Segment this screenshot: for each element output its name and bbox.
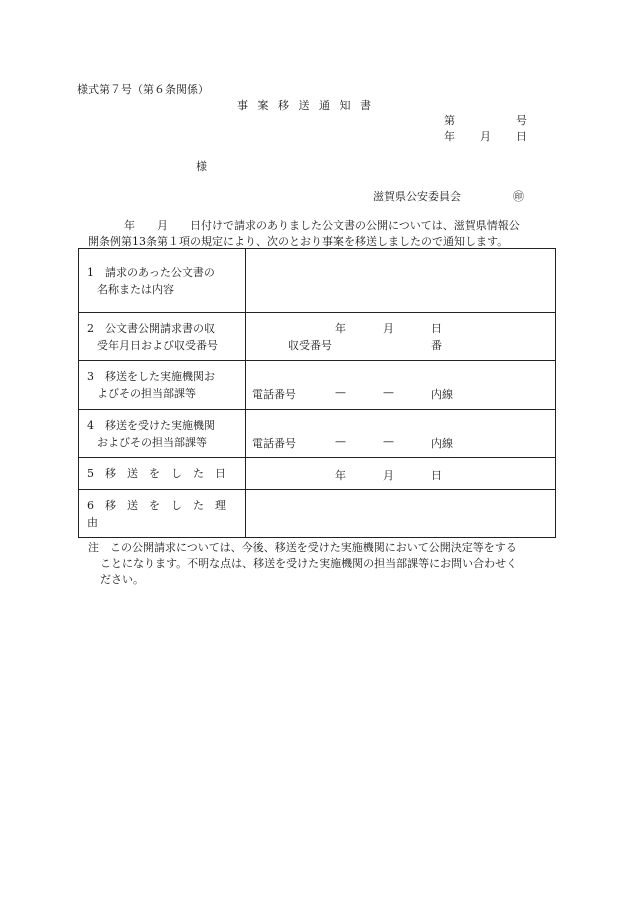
row1-label: 1 請求のあった公文書の 名称または内容 <box>79 249 246 313</box>
footnote-line-2: ことになります。不明な点は、移送を受けた実施機関の担当部課等にお問い合わせく <box>100 557 518 570</box>
table-row <box>79 490 556 538</box>
footnote-line-3: ださい。 <box>100 573 144 586</box>
intro-text-2: 開条例第13条第１項の規定により、次のとおり事案を移送しましたので通知します。 <box>88 235 509 248</box>
row5-label: 5 移送をした日 <box>79 458 246 490</box>
row3-value: 電話番号 — — 内線 <box>246 361 556 410</box>
row6-label: 6 移送をした理由 <box>79 490 246 538</box>
seal-mark: ㊞ <box>513 190 524 203</box>
table-row <box>79 361 556 410</box>
footnote-line-1: 注 この公開請求については、今後、移送を受けた実施機関において公開決定等をする <box>88 541 517 554</box>
intro-year: 年 <box>124 219 135 232</box>
table-row <box>79 410 556 458</box>
table-row <box>79 313 556 361</box>
row2-label: 2 公文書公開請求書の収 受年月日および収受番号 <box>79 313 246 361</box>
row5-value: 年 月 日 <box>246 458 556 490</box>
doc-number-prefix: 第 <box>444 114 455 127</box>
addressee-suffix: 様 <box>196 160 207 173</box>
intro-paragraph <box>88 218 558 250</box>
document-title: 事案移送通知書 <box>237 99 381 112</box>
intro-month: 月 <box>157 219 168 232</box>
row4-label: 4 移送を受けた実施機関 およびその担当部課等 <box>79 410 246 458</box>
row4-value: 電話番号 — — 内線 <box>246 410 556 458</box>
intro-text-1: 日付けで請求のありました公文書の公開については、滋賀県情報公 <box>190 219 520 232</box>
doc-number-suffix: 号 <box>516 114 527 127</box>
row2-value: 年 月 日 収受番号 番 <box>246 313 556 361</box>
sender-name: 滋賀県公安委員会 <box>373 190 461 203</box>
date-year: 年 <box>444 130 455 143</box>
table-row <box>79 458 556 490</box>
date-day: 日 <box>516 130 527 143</box>
table-row <box>79 249 556 313</box>
row3-label: 3 移送をした実施機関お よびその担当部課等 <box>79 361 246 410</box>
footnote <box>88 540 558 588</box>
row6-value <box>246 490 556 538</box>
date-month: 月 <box>480 130 491 143</box>
row1-value <box>246 249 556 313</box>
form-reference: 様式第７号（第６条関係） <box>77 83 209 96</box>
items-table <box>78 248 556 538</box>
